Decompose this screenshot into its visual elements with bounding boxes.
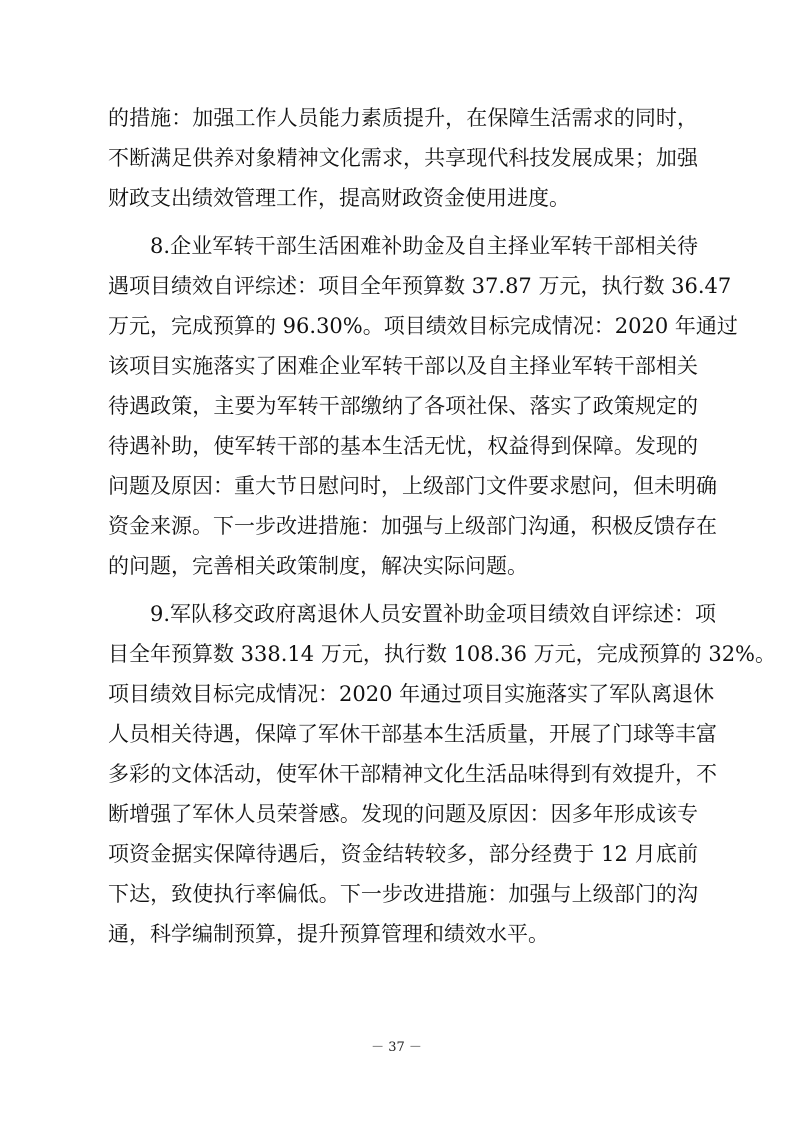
text-line: 待遇补助，使军转干部的基本生活无忧，权益得到保障。发现的 [108,434,698,458]
text-line: 多彩的文体活动，使军休干部精神文化生活品味得到有效提升，不 [108,762,717,786]
page-number: － 37 － [371,1040,422,1055]
text-line: 资金来源。下一步改进措施：加强与上级部门沟通，积极反馈存在 [108,514,717,538]
text-line: 该项目实施落实了困难企业军转干部以及自主择业军转干部相关 [108,354,698,378]
text-line: 项资金据实保障待遇后，资金结转较多，部分经费于 12 月底前 [108,842,698,866]
text-line: 下达，致使执行率偏低。下一步改进措施：加强与上级部门的沟 [108,882,698,906]
text-line: 8.企业军转干部生活困难补助金及自主择业军转干部相关待 [150,234,698,258]
text-line: 财政支出绩效管理工作，提高财政资金使用进度。 [108,186,570,210]
text-line: 问题及原因：重大节日慰问时，上级部门文件要求慰问，但未明确 [108,474,717,498]
text-line: 待遇政策，主要为军转干部缴纳了各项社保、落实了政策规定的 [108,394,698,418]
text-line: 万元，完成预算的 96.30%。项目绩效目标完成情况：2020 年通过 [108,314,738,338]
text-line: 的措施：加强工作人员能力素质提升，在保障生活需求的同时， [108,106,698,130]
text-line: 人员相关待遇，保障了军休干部基本生活质量，开展了门球等丰富 [108,722,717,746]
text-line: 9.军队移交政府离退休人员安置补助金项目绩效自评综述：项 [150,602,717,626]
text-line: 断增强了军休人员荣誉感。发现的问题及原因：因多年形成该专 [108,802,698,826]
text-line: 项目绩效目标完成情况：2020 年通过项目实施落实了军队离退休 [108,682,715,706]
text-line: 的问题，完善相关政策制度，解决实际问题。 [108,554,528,578]
text-line: 不断满足供养对象精神文化需求，共享现代科技发展成果；加强 [108,146,698,170]
text-line: 目全年预算数 338.14 万元，执行数 108.36 万元，完成预算的 32%。 [108,642,777,666]
text-line: 通，科学编制预算，提升预算管理和绩效水平。 [108,922,549,946]
text-line: 遇项目绩效自评综述：项目全年预算数 37.87 万元，执行数 36.47 [108,274,732,298]
